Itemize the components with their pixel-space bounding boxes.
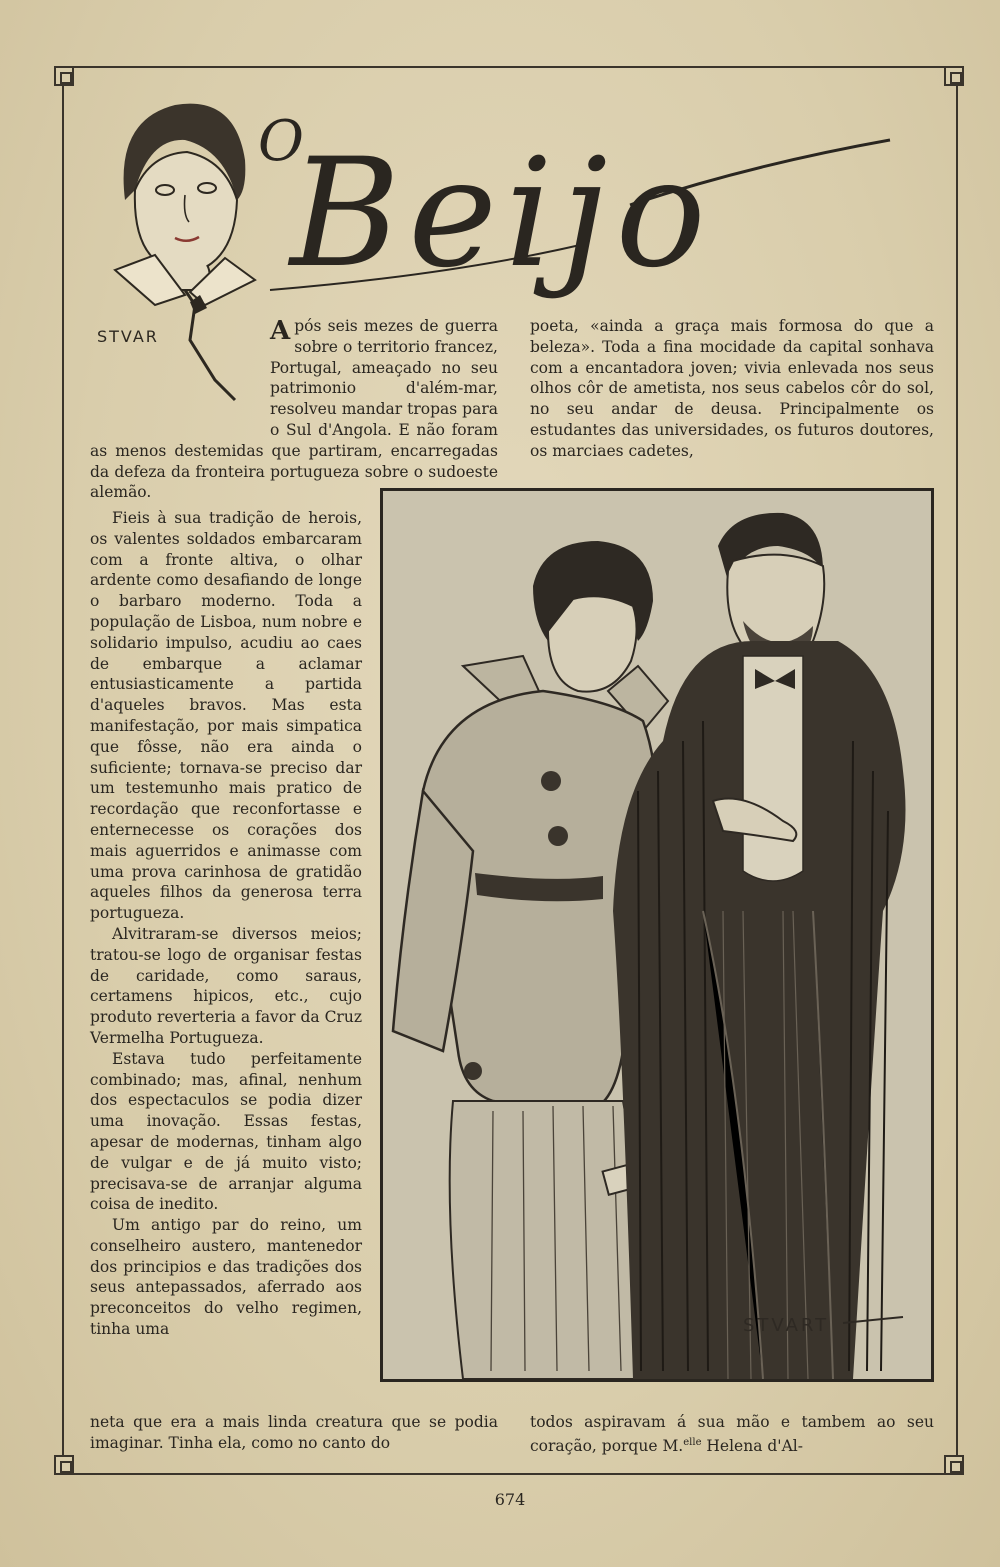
paragraph-alvitraram: Alvitraram-se diversos meios; tratou-se logo de organisar festas de caridade, como saraus, certamens hipicos, etc., cujo produto reverteria a favor da Cruz Vermelha Portugueza.: [90, 924, 362, 1047]
corner-ornament-bottom-right: [944, 1455, 964, 1475]
title-lettering: [250, 95, 910, 305]
page-number: 674: [494, 1490, 526, 1509]
column-right-bottom: [530, 1412, 934, 1457]
column-right-top: [530, 316, 934, 462]
title-prefix: O: [258, 109, 304, 174]
intro-paragraph: pós seis mezes de guerra sobre o territorio francez, Portugal, ameaçado no seu patrimonio d'além-mar, resolveu mandar tropas para o Sul d'Angola. E não foram as menos destemidas que partiram, encarregadas da defeza da fronteira portugueza sobre o sudoeste alemão.: [90, 317, 498, 502]
corner-ornament-top-right: [944, 66, 964, 86]
paragraph-todos: todos aspiravam á sua mão e tambem ao seu coração, porque M.$^{elle}$ Helena d'Al-: [530, 1413, 934, 1455]
column-left-bottom: [90, 1412, 498, 1454]
corner-ornament-top-left: [54, 66, 74, 86]
illustration-drawing: [383, 491, 931, 1379]
column-left-intro: [90, 316, 498, 503]
title-text: Beijo: [290, 127, 714, 301]
paragraph-um-antigo: Um antigo par do reino, um conselheiro austero, mantenedor dos principios e das tradições dos seus antepassados, aferrado aos preconceitos do velho regimen, tinha uma: [90, 1216, 362, 1339]
illustration-signature: STVART: [743, 1315, 830, 1336]
illustration-couple: [380, 488, 934, 1382]
portrait-signature: STVAR: [97, 327, 159, 346]
corner-ornament-bottom-left: [54, 1455, 74, 1475]
paragraph-fieis: Fieis à sua tradição de herois, os valentes soldados embarcaram com a fronte altiva, o olhar ardente como desafiando de longe o barbaro moderno. Toda a população de Lisboa, num nobre e solidario impulso, acudiu ao caes de embarque a aclamar entusiasticamente a partida d'aqueles bravos. Mas esta manifestação, por mais simpatica que fôsse, não era ainda o suficiente; tornava-se preciso dar um testemunho mais pratico de recordação que reconfortasse e enternecesse os corações dos mais aguerridos e animasse com uma prova carinhosa de gratidão aqueles filhos da generosa terra portugueza.: [90, 509, 362, 923]
column-left-body: [90, 508, 362, 1340]
paragraph-poeta: poeta, «ainda a graça mais formosa do que a beleza». Toda a fina mocidade da capital sonhava com a encantadora joven; vivia enlevada nos seus olhos côr de ametista, nos seus cabelos côr do sol, no seu andar de deusa. Principalmente os estudantes das universidades, os futuros doutores, os marciaes cadetes,: [530, 317, 934, 460]
paragraph-neta: neta que era a mais linda creatura que se podia imaginar. Tinha ela, como no canto do: [90, 1413, 498, 1452]
drop-cap: A: [270, 316, 291, 346]
paragraph-estava: Estava tudo perfeitamente combinado; mas, afinal, nenhum dos espectaculos se podia dizer uma inovação. Essas festas, apesar de modernas, tinham algo de vulgar e de já muito visto; precisava-se de arranjar alguma coisa de inedito.: [90, 1049, 362, 1214]
